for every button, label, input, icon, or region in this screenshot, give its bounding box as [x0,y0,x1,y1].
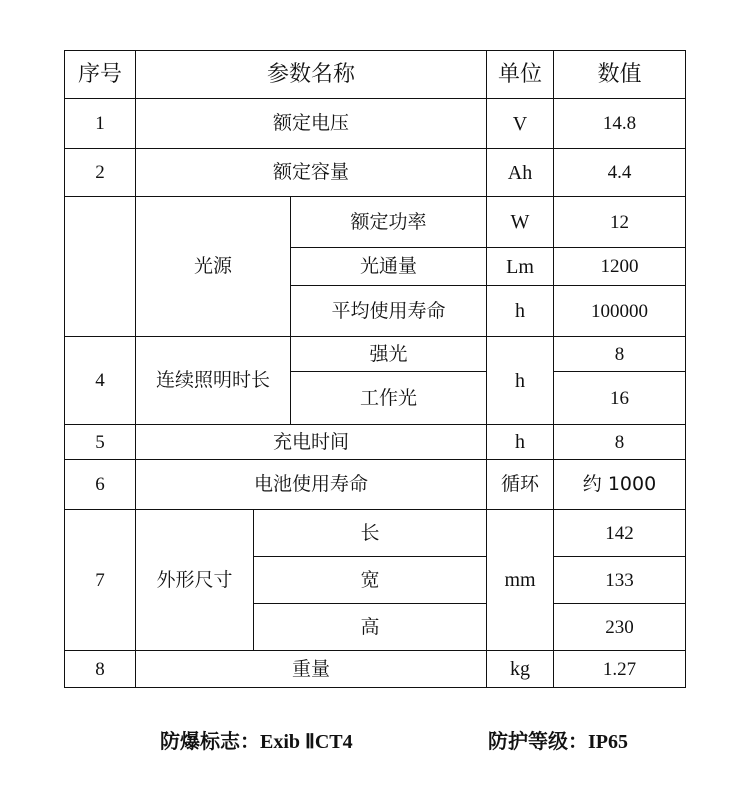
row-unit: Lm [487,248,554,286]
row-group-label: 外形尺寸 [136,510,254,651]
row-param: 额定功率 [291,197,487,248]
table-row [65,460,686,510]
row-value: 1200 [554,248,686,286]
row-param: 高 [254,604,487,651]
row-group-label: 连续照明时长 [136,337,291,425]
row-value: 12 [554,197,686,248]
row-unit: h [487,425,554,460]
row-unit: kg [487,651,554,688]
row-param: 光通量 [291,248,487,286]
row-param: 额定容量 [136,149,487,197]
table-row [65,197,686,248]
row-index: 6 [65,460,136,510]
protection-level: 防护等级：IP65 [488,731,628,753]
row-unit: h [487,286,554,337]
row-unit: Ah [487,149,554,197]
row-value: 1.27 [554,651,686,688]
row-group-label: 光源 [136,197,291,337]
row-index: 1 [65,99,136,149]
row-value: 142 [554,510,686,557]
row-param: 额定电压 [136,99,487,149]
table-row [65,425,686,460]
row-unit: mm [487,510,554,651]
spec-table [64,50,686,688]
table-header-row [65,51,686,99]
row-param: 重量 [136,651,487,688]
row-param: 充电时间 [136,425,487,460]
row-param: 电池使用寿命 [136,460,487,510]
header-param: 参数名称 [136,51,487,99]
row-value: 133 [554,557,686,604]
footer [0,725,750,755]
row-index: 5 [65,425,136,460]
row-value: 8 [554,337,686,372]
header-value: 数值 [554,51,686,99]
row-value: 8 [554,425,686,460]
table-row [65,337,686,372]
row-value: 14.8 [554,99,686,149]
row-value: 230 [554,604,686,651]
table-row [65,651,686,688]
row-unit: h [487,337,554,425]
row-value: 约 1000 [554,460,686,510]
row-index: 2 [65,149,136,197]
table-row [65,99,686,149]
table-row [65,510,686,557]
explosion-proof-mark: 防爆标志：Exib ⅡCT4 [160,731,353,753]
header-index: 序号 [65,51,136,99]
row-param: 工作光 [291,372,487,425]
row-unit: 循环 [487,460,554,510]
row-value: 100000 [554,286,686,337]
row-unit: V [487,99,554,149]
header-unit: 单位 [487,51,554,99]
row-index: 8 [65,651,136,688]
row-index: 7 [65,510,136,651]
table-row [65,149,686,197]
row-unit: W [487,197,554,248]
row-param: 强光 [291,337,487,372]
row-index: 4 [65,337,136,425]
row-value: 16 [554,372,686,425]
row-value: 4.4 [554,149,686,197]
row-index-empty [65,197,136,337]
row-param: 宽 [254,557,487,604]
row-param: 长 [254,510,487,557]
row-param: 平均使用寿命 [291,286,487,337]
